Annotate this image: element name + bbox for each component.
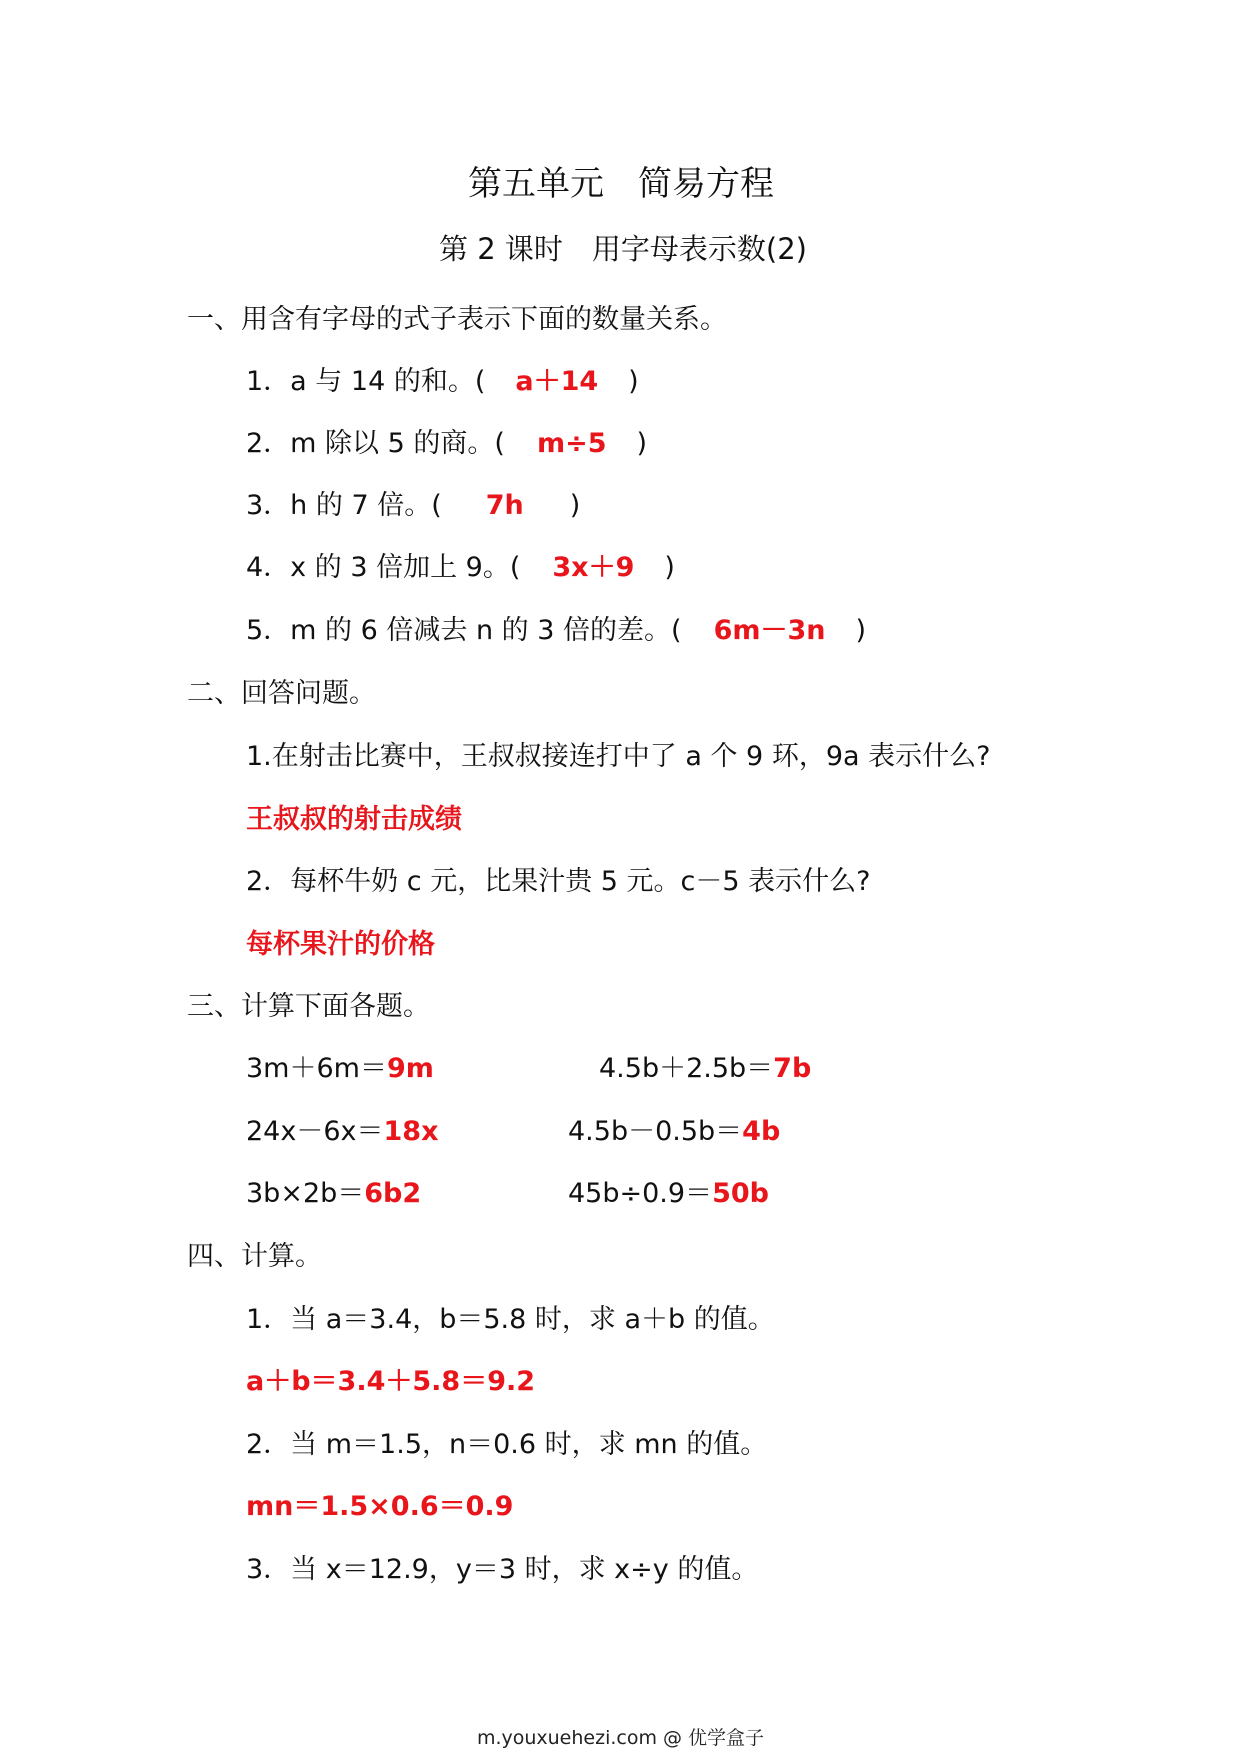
item-close: )	[855, 615, 867, 646]
calc-answer: 6b2	[364, 1178, 422, 1209]
calc-answer: 7b	[773, 1053, 812, 1084]
calc-answer: 9m	[386, 1053, 434, 1084]
calc-answer: 50b	[712, 1178, 769, 1209]
calc-expr: 3b×2b＝	[246, 1178, 365, 1209]
calc-left-2	[246, 1115, 439, 1149]
section4-heading: 四、计算。	[187, 1241, 322, 1272]
calc-expr: 3m＋6m＝	[246, 1053, 387, 1084]
calc-expr: 4.5b－0.5b＝	[568, 1116, 743, 1147]
section1-heading: 一、用含有字母的式子表示下面的数量关系。	[187, 304, 727, 335]
section4-question-1: 1．当 a＝3.4，b＝5.8 时，求 a＋b 的值。	[246, 1304, 775, 1335]
section2-question-2: 2．每杯牛奶 c 元，比果汁贵 5 元。c－5 表示什么?	[246, 866, 871, 897]
section3-heading: 三、计算下面各题。	[187, 991, 430, 1022]
calc-right-2	[568, 1115, 780, 1149]
section1-item-4	[246, 551, 675, 585]
calc-left-1	[246, 1052, 434, 1086]
calc-answer: 18x	[383, 1116, 439, 1147]
section4-answer-1: a＋b＝3.4＋5.8＝9.2	[246, 1366, 536, 1397]
section2-answer-1: 王叔叔的射击成绩	[246, 804, 462, 835]
section1-item-3	[246, 489, 580, 523]
page-footer: m.youxuehezi.com @ 优学盒子	[476, 1727, 765, 1749]
section2-answer-2: 每杯果汁的价格	[246, 929, 435, 960]
section4-question-3: 3．当 x＝12.9，y＝3 时，求 x÷y 的值。	[246, 1554, 759, 1585]
calc-answer: 4b	[742, 1116, 781, 1147]
page-subtitle: 第 2 课时 用字母表示数(2)	[439, 232, 807, 266]
calc-expr: 24x－6x＝	[246, 1116, 384, 1147]
section2-heading: 二、回答问题。	[187, 678, 376, 709]
item-text: 5．m 的 6 倍减去 n 的 3 倍的差。(	[246, 615, 682, 646]
item-text: 1．a 与 14 的和。(	[246, 366, 486, 397]
calc-left-3	[246, 1177, 421, 1211]
item-text: 2．m 除以 5 的商。(	[246, 428, 505, 459]
item-close: )	[636, 428, 648, 459]
section4-answer-2: mn＝1.5×0.6＝0.9	[246, 1491, 514, 1522]
section1-item-2	[246, 427, 647, 461]
calc-expr: 4.5b＋2.5b＝	[599, 1053, 774, 1084]
section1-item-1	[246, 365, 639, 399]
calc-expr: 45b÷0.9＝	[568, 1178, 713, 1209]
item-close: )	[628, 366, 639, 397]
item-answer: 6m－3n	[713, 615, 826, 646]
item-text: 4．x 的 3 倍加上 9。(	[246, 552, 521, 583]
calc-right-3	[568, 1177, 769, 1211]
section2-question-1: 1.在射击比赛中，王叔叔接连打中了 a 个 9 环，9a 表示什么?	[246, 741, 991, 772]
item-text: 3．h 的 7 倍。(	[246, 490, 442, 521]
item-answer: 7h	[485, 490, 524, 521]
item-close: )	[569, 490, 581, 521]
item-answer: a＋14	[515, 366, 599, 397]
item-close: )	[664, 552, 675, 583]
section4-question-2: 2．当 m＝1.5，n＝0.6 时，求 mn 的值。	[246, 1429, 768, 1460]
page-title: 第五单元 简易方程	[468, 164, 774, 204]
section1-item-5	[246, 614, 866, 648]
item-answer: 3x＋9	[552, 552, 635, 583]
item-answer: m÷5	[536, 428, 607, 459]
calc-right-1	[599, 1052, 811, 1086]
